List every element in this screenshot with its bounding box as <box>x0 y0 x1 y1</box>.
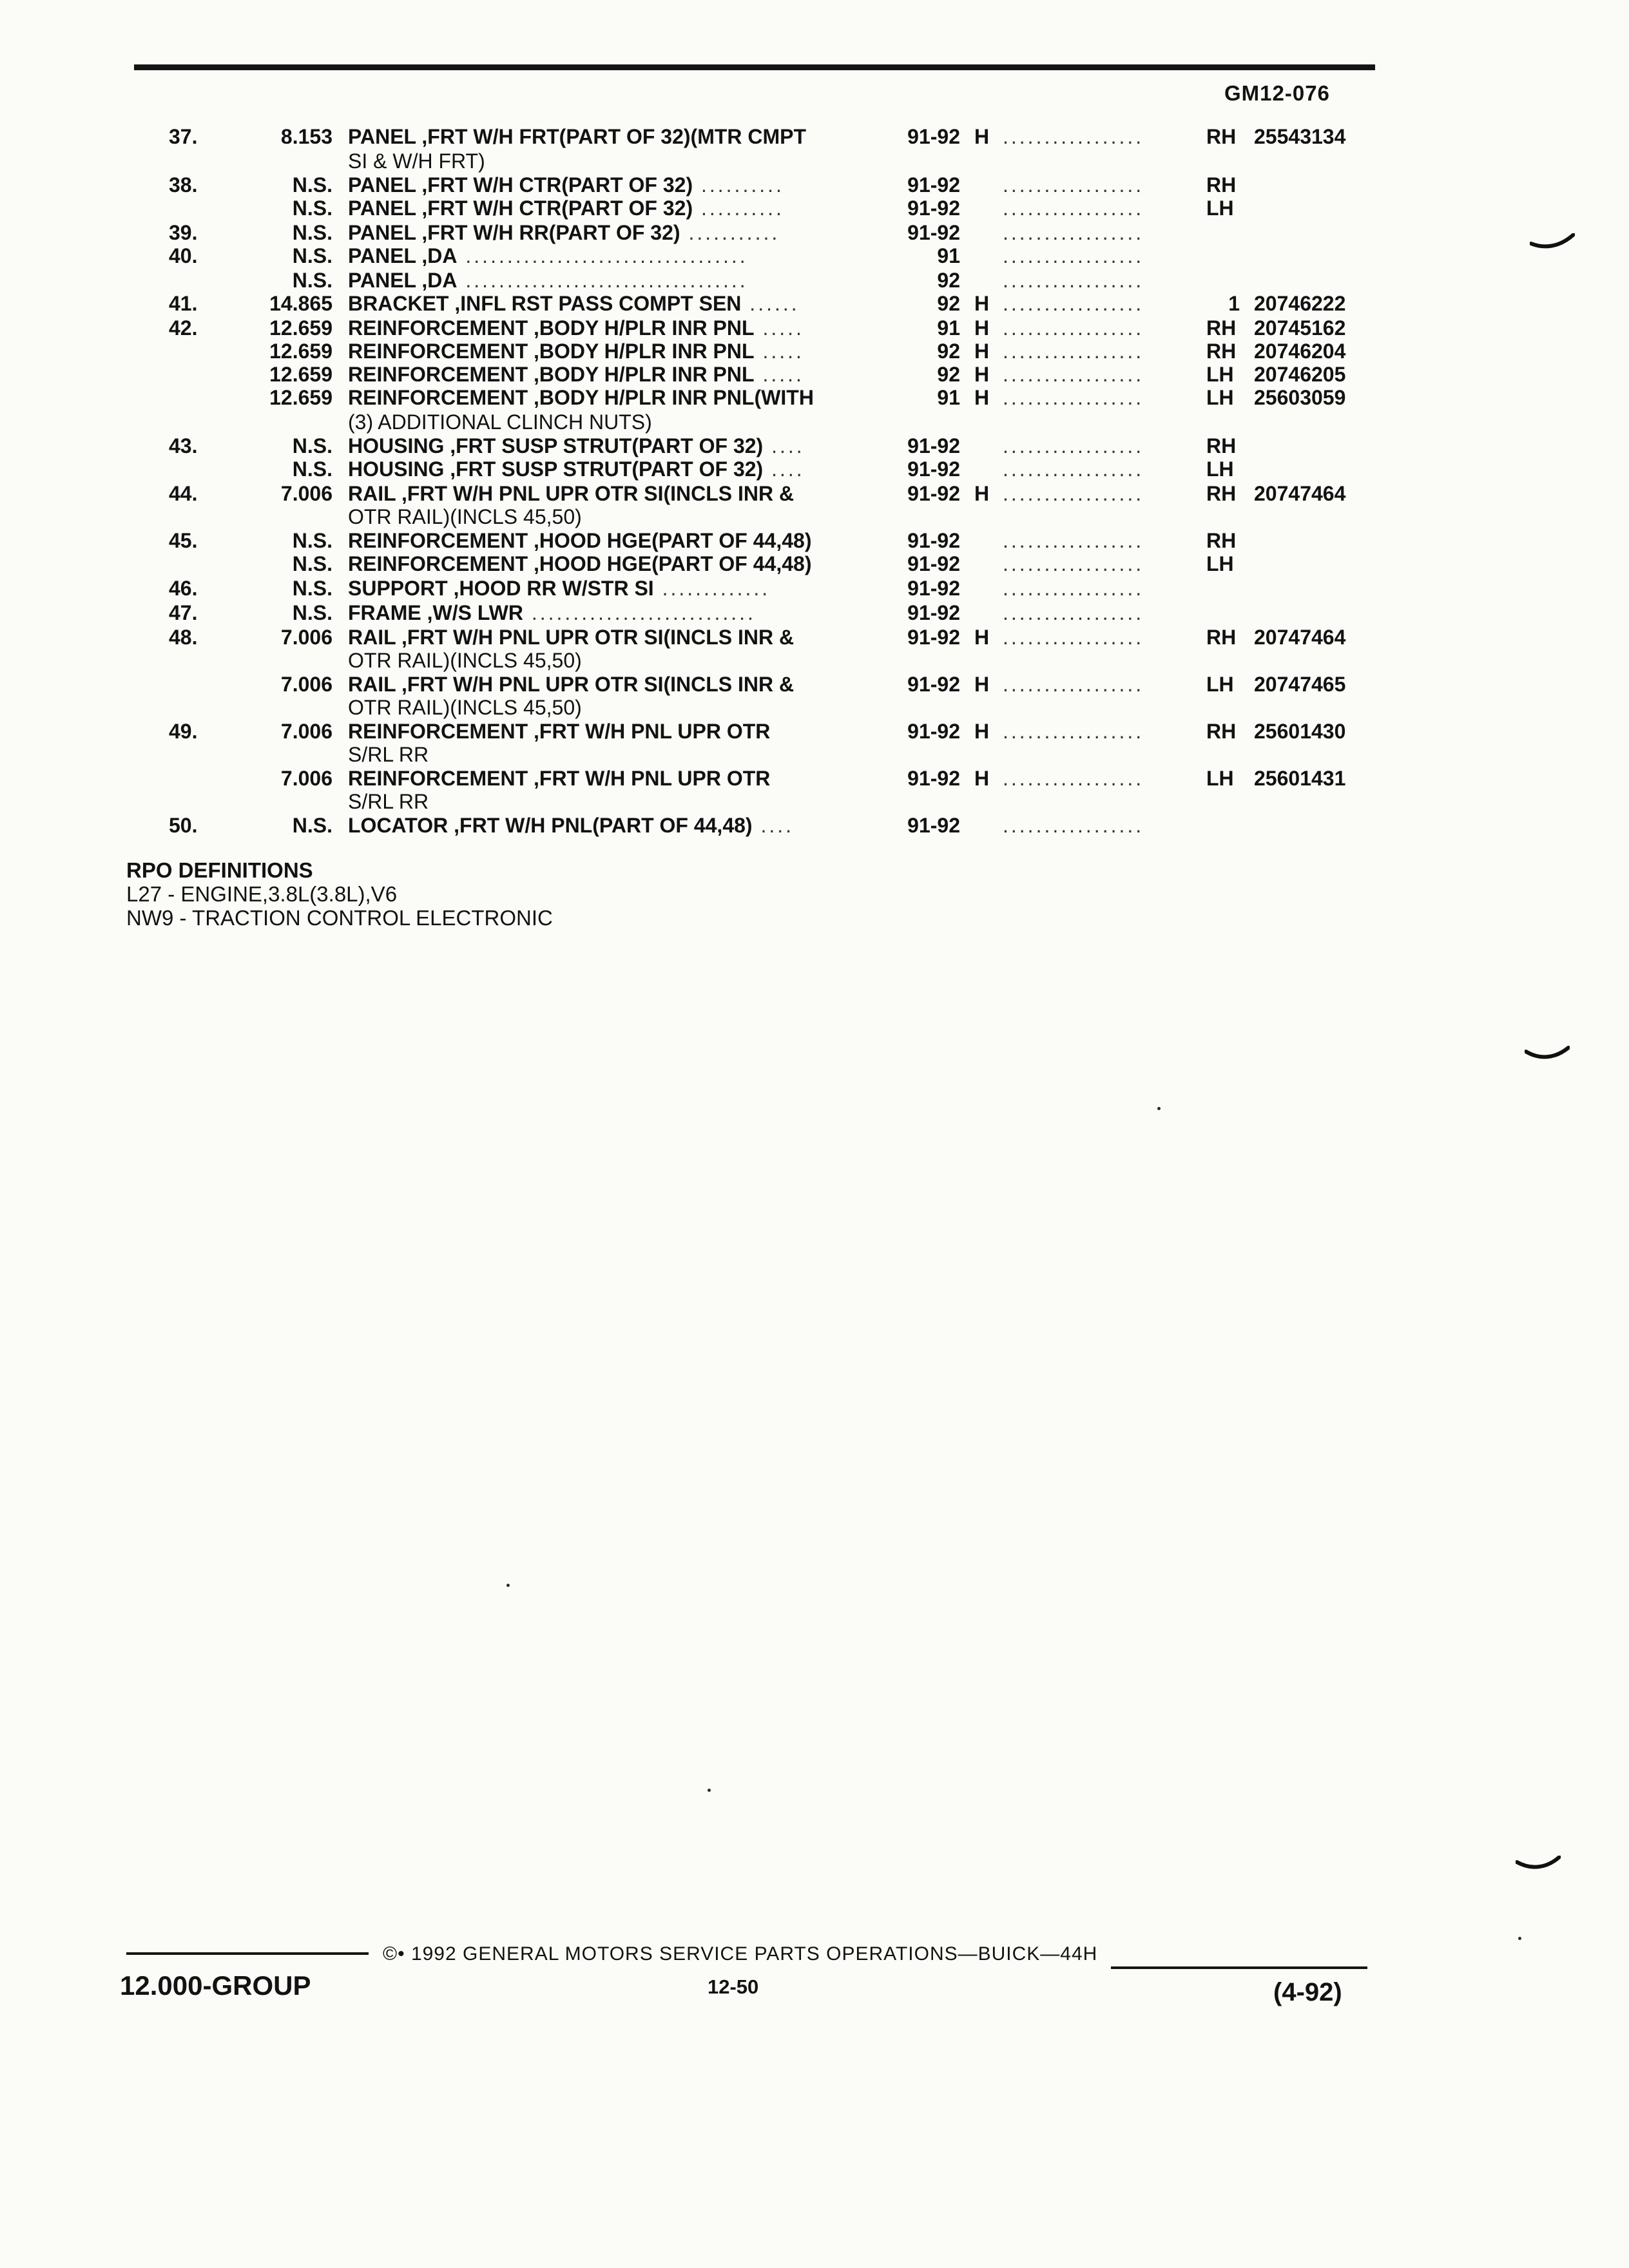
model-years: 91-92 <box>907 767 960 790</box>
group-number: N.S. <box>292 529 333 552</box>
model-years: 91-92 <box>907 434 960 457</box>
h-code: H <box>974 673 990 696</box>
leader-dots: ................. <box>1003 577 1144 600</box>
ref-number: 37. <box>169 125 198 148</box>
part-number: 25601431 <box>1254 767 1346 790</box>
group-number: 12.659 <box>269 363 333 386</box>
leader-dots: .................................. <box>457 244 748 267</box>
table-row-continuation <box>0 149 1629 173</box>
part-description: HOUSING ,FRT SUSP STRUT(PART OF 32) .... <box>348 434 805 457</box>
ref-number: 42. <box>169 316 198 340</box>
table-row <box>0 173 1629 197</box>
rpo-definition-nw9: NW9 - TRACTION CONTROL ELECTRONIC <box>126 906 553 930</box>
table-row-continuation <box>0 790 1629 814</box>
part-description: RAIL ,FRT W/H PNL UPR OTR SI(INCLS INR & <box>348 482 795 505</box>
h-code: H <box>974 292 990 315</box>
leader-dots: ................. <box>1003 197 1144 220</box>
parts-list <box>0 125 1629 837</box>
ref-number: 47. <box>169 601 198 624</box>
leader-dots: .......... <box>693 197 784 220</box>
binder-hole-mark-icon <box>1525 1045 1570 1062</box>
h-code: H <box>974 363 990 386</box>
table-row <box>0 340 1629 363</box>
part-description: OTR RAIL)(INCLS 45,50) <box>348 696 582 719</box>
table-row <box>0 673 1629 696</box>
h-code: H <box>974 340 990 363</box>
side: RH <box>1206 720 1237 743</box>
group-number: N.S. <box>292 814 333 837</box>
part-description: PANEL ,DA .................................. <box>348 269 748 292</box>
model-years: 91 <box>937 316 960 340</box>
top-rule <box>134 64 1375 70</box>
table-row <box>0 125 1629 149</box>
group-number: N.S. <box>292 577 333 600</box>
group-number: N.S. <box>292 244 333 267</box>
table-row <box>0 269 1629 292</box>
model-years: 92 <box>937 269 960 292</box>
group-number: N.S. <box>292 269 333 292</box>
table-row-continuation <box>0 410 1629 434</box>
group-number: N.S. <box>292 457 333 481</box>
leader-dots: ................. <box>1003 814 1144 837</box>
ref-number: 46. <box>169 577 198 600</box>
side: LH <box>1206 673 1234 696</box>
rpo-title: RPO DEFINITIONS <box>126 858 313 882</box>
leader-dots: .... <box>763 434 805 457</box>
model-years: 92 <box>937 292 960 315</box>
leader-dots: .................................. <box>457 269 748 292</box>
leader-dots: ............. <box>653 577 771 600</box>
table-row <box>0 244 1629 269</box>
part-description: REINFORCEMENT ,BODY H/PLR INR PNL ..... <box>348 363 804 386</box>
h-code: H <box>974 626 990 649</box>
h-code: H <box>974 767 990 790</box>
part-description: REINFORCEMENT ,FRT W/H PNL UPR OTR <box>348 767 771 790</box>
leader-dots: ................. <box>1003 386 1144 409</box>
table-row <box>0 601 1629 626</box>
part-description: RAIL ,FRT W/H PNL UPR OTR SI(INCLS INR & <box>348 626 795 649</box>
leader-dots: ................. <box>1003 673 1144 696</box>
leader-dots: ..... <box>754 316 804 340</box>
group-number: N.S. <box>292 552 333 575</box>
model-years: 92 <box>937 363 960 386</box>
model-years: 91-92 <box>907 673 960 696</box>
ref-number: 50. <box>169 814 198 837</box>
leader-dots: ................. <box>1003 434 1144 457</box>
side: RH <box>1206 434 1237 457</box>
part-description: PANEL ,FRT W/H RR(PART OF 32) ........... <box>348 221 780 244</box>
side: RH <box>1206 173 1237 197</box>
ref-number: 38. <box>169 173 198 197</box>
ref-number: 44. <box>169 482 198 505</box>
table-row <box>0 197 1629 221</box>
part-number: 20747464 <box>1254 626 1346 649</box>
table-row-continuation <box>0 505 1629 529</box>
leader-dots: ................. <box>1003 221 1144 244</box>
side: LH <box>1206 197 1234 220</box>
leader-dots: ................. <box>1003 482 1144 505</box>
leader-dots: ..... <box>754 363 804 386</box>
rpo-definitions <box>126 858 553 930</box>
side: LH <box>1206 767 1234 790</box>
ref-number: 40. <box>169 244 198 267</box>
leader-dots: ................. <box>1003 720 1144 743</box>
table-row <box>0 292 1629 316</box>
h-code: H <box>974 316 990 340</box>
group-number: 7.006 <box>280 482 333 505</box>
model-years: 91-92 <box>907 173 960 197</box>
table-row <box>0 814 1629 837</box>
h-code: H <box>974 386 990 409</box>
part-number: 20747464 <box>1254 482 1346 505</box>
model-years: 91-92 <box>907 482 960 505</box>
group-number: N.S. <box>292 601 333 624</box>
side: LH <box>1206 457 1234 481</box>
h-code: H <box>974 720 990 743</box>
leader-dots: ................. <box>1003 626 1144 649</box>
ref-number: 41. <box>169 292 198 315</box>
table-row <box>0 434 1629 457</box>
leader-dots: ................. <box>1003 552 1144 575</box>
model-years: 91-92 <box>907 457 960 481</box>
footer-group: 12.000-GROUP <box>120 1970 311 2001</box>
part-description: REINFORCEMENT ,FRT W/H PNL UPR OTR <box>348 720 771 743</box>
part-description: PANEL ,FRT W/H CTR(PART OF 32) .......... <box>348 197 784 220</box>
group-number: N.S. <box>292 197 333 220</box>
table-row-continuation <box>0 696 1629 720</box>
ref-number: 48. <box>169 626 198 649</box>
group-number: 14.865 <box>269 292 333 315</box>
h-code: H <box>974 482 990 505</box>
table-row <box>0 720 1629 743</box>
model-years: 91 <box>937 244 960 267</box>
part-number: 25601430 <box>1254 720 1346 743</box>
model-years: 91-92 <box>907 529 960 552</box>
leader-dots: .... <box>763 457 805 481</box>
part-description: REINFORCEMENT ,BODY H/PLR INR PNL ..... <box>348 340 804 363</box>
rpo-definition-l27: L27 - ENGINE,3.8L(3.8L),V6 <box>126 882 398 906</box>
group-number: N.S. <box>292 434 333 457</box>
leader-dots: ................. <box>1003 457 1144 481</box>
part-description: S/RL RR <box>348 790 429 813</box>
part-description: PANEL ,FRT W/H FRT(PART OF 32)(MTR CMPT <box>348 125 807 148</box>
ref-number: 39. <box>169 221 198 244</box>
leader-dots: ................. <box>1003 173 1144 197</box>
model-years: 91-92 <box>907 720 960 743</box>
leader-dots: ................. <box>1003 529 1144 552</box>
page-code: GM12-076 <box>1224 81 1330 105</box>
group-number: 8.153 <box>280 125 333 148</box>
part-description: FRAME ,W/S LWR ........................... <box>348 601 756 624</box>
table-row-continuation <box>0 743 1629 767</box>
ref-number: 49. <box>169 720 198 743</box>
leader-dots: ........... <box>680 221 780 244</box>
side: RH <box>1206 340 1237 363</box>
leader-dots: ..... <box>754 340 804 363</box>
group-number: N.S. <box>292 173 333 197</box>
part-description: OTR RAIL)(INCLS 45,50) <box>348 505 582 528</box>
part-number: 20747465 <box>1254 673 1346 696</box>
part-description: REINFORCEMENT ,BODY H/PLR INR PNL ..... <box>348 316 804 340</box>
table-row <box>0 529 1629 552</box>
side: RH <box>1206 626 1237 649</box>
leader-dots: ................. <box>1003 125 1144 148</box>
table-row <box>0 552 1629 577</box>
part-description: REINFORCEMENT ,BODY H/PLR INR PNL(WITH <box>348 386 814 409</box>
scan-speck <box>708 1789 711 1792</box>
quantity: 1 <box>1228 292 1240 315</box>
leader-dots: ........................... <box>523 601 756 624</box>
table-row <box>0 626 1629 649</box>
part-description: HOUSING ,FRT SUSP STRUT(PART OF 32) .... <box>348 457 805 481</box>
model-years: 92 <box>937 340 960 363</box>
model-years: 91-92 <box>907 601 960 624</box>
leader-dots: .... <box>752 814 795 837</box>
group-number: 12.659 <box>269 386 333 409</box>
table-row <box>0 316 1629 340</box>
footer-copyright: ©• 1992 GENERAL MOTORS SERVICE PARTS OPERATIONS—BUICK—44H <box>383 1943 1098 1965</box>
model-years: 91 <box>937 386 960 409</box>
leader-dots: ................. <box>1003 363 1144 386</box>
model-years: 91-92 <box>907 814 960 837</box>
table-row <box>0 482 1629 505</box>
scan-speck <box>1157 1107 1161 1110</box>
side: RH <box>1206 316 1237 340</box>
leader-dots: ................. <box>1003 316 1144 340</box>
ref-number: 45. <box>169 529 198 552</box>
leader-dots: ................. <box>1003 767 1144 790</box>
model-years: 91-92 <box>907 197 960 220</box>
part-number: 20746204 <box>1254 340 1346 363</box>
ref-number: 43. <box>169 434 198 457</box>
part-description: RAIL ,FRT W/H PNL UPR OTR SI(INCLS INR & <box>348 673 795 696</box>
scan-speck <box>1518 1937 1521 1940</box>
footer-page-number: 12-50 <box>708 1975 759 1998</box>
group-number: 7.006 <box>280 720 333 743</box>
footer-rule-right <box>1111 1966 1367 1969</box>
part-description: PANEL ,DA .................................. <box>348 244 748 267</box>
scan-speck <box>506 1584 510 1587</box>
side: LH <box>1206 552 1234 575</box>
model-years: 91-92 <box>907 626 960 649</box>
part-number: 20746205 <box>1254 363 1346 386</box>
group-number: 7.006 <box>280 767 333 790</box>
leader-dots: ................. <box>1003 601 1144 624</box>
model-years: 91-92 <box>907 552 960 575</box>
table-row <box>0 221 1629 244</box>
group-number: 12.659 <box>269 340 333 363</box>
table-row-continuation <box>0 649 1629 673</box>
table-row <box>0 363 1629 386</box>
side: LH <box>1206 386 1234 409</box>
binder-hole-mark-icon <box>1530 233 1575 250</box>
group-number: 7.006 <box>280 673 333 696</box>
part-description: PANEL ,FRT W/H CTR(PART OF 32) .......... <box>348 173 784 197</box>
binder-hole-mark-icon <box>1516 1856 1561 1872</box>
model-years: 91-92 <box>907 221 960 244</box>
footer-rule-left <box>126 1952 369 1955</box>
part-description: SI & W/H FRT) <box>348 149 485 173</box>
table-row <box>0 457 1629 482</box>
part-description: S/RL RR <box>348 743 429 766</box>
side: RH <box>1206 482 1237 505</box>
leader-dots: ................. <box>1003 340 1144 363</box>
leader-dots: ...... <box>741 292 800 315</box>
part-description: SUPPORT ,HOOD RR W/STR SI ............. <box>348 577 771 600</box>
h-code: H <box>974 125 990 148</box>
side: RH <box>1206 529 1237 552</box>
model-years: 91-92 <box>907 125 960 148</box>
side: RH <box>1206 125 1237 148</box>
side: LH <box>1206 363 1234 386</box>
part-description: OTR RAIL)(INCLS 45,50) <box>348 649 582 672</box>
part-number: 25603059 <box>1254 386 1346 409</box>
table-row <box>0 767 1629 790</box>
part-number: 20745162 <box>1254 316 1346 340</box>
part-number: 20746222 <box>1254 292 1346 315</box>
footer-date: (4-92) <box>1273 1978 1342 2006</box>
part-description: REINFORCEMENT ,HOOD HGE(PART OF 44,48) <box>348 529 812 552</box>
part-description: (3) ADDITIONAL CLINCH NUTS) <box>348 410 652 434</box>
part-number: 25543134 <box>1254 125 1346 148</box>
leader-dots: .......... <box>693 173 784 197</box>
table-row <box>0 386 1629 410</box>
group-number: 12.659 <box>269 316 333 340</box>
part-description: BRACKET ,INFL RST PASS COMPT SEN ...... <box>348 292 800 315</box>
table-row <box>0 577 1629 601</box>
group-number: 7.006 <box>280 626 333 649</box>
leader-dots: ................. <box>1003 269 1144 292</box>
leader-dots: ................. <box>1003 292 1144 315</box>
model-years: 91-92 <box>907 577 960 600</box>
leader-dots: ................. <box>1003 244 1144 267</box>
group-number: N.S. <box>292 221 333 244</box>
part-description: LOCATOR ,FRT W/H PNL(PART OF 44,48) .... <box>348 814 795 837</box>
part-description: REINFORCEMENT ,HOOD HGE(PART OF 44,48) <box>348 552 812 575</box>
